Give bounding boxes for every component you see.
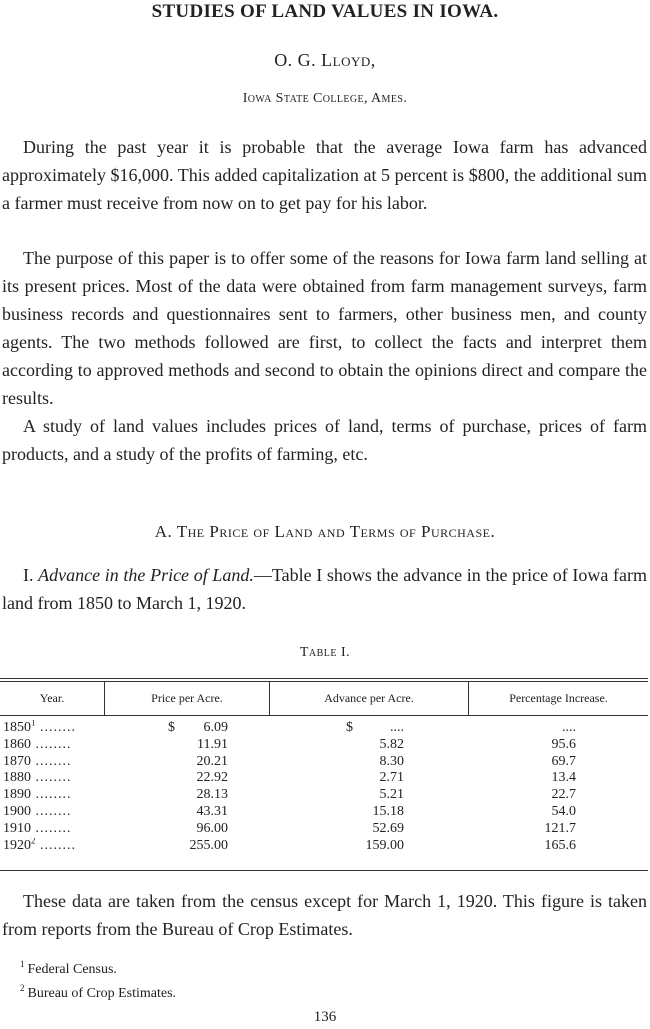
table-rule	[0, 681, 648, 682]
paragraph-sources	[2, 887, 647, 943]
cell-percentage: 22.7	[551, 787, 576, 803]
cell-percentage: 95.6	[551, 736, 576, 752]
page-number: 136	[313, 1009, 337, 1025]
cell-year: 1850$^1$ ........	[3, 720, 103, 736]
table-rule	[0, 870, 648, 871]
table-caption: Table I.	[299, 645, 351, 660]
table-row	[0, 754, 648, 770]
table-row	[0, 838, 648, 854]
footnote	[20, 958, 176, 982]
cell-year: 1890 ........	[3, 787, 72, 803]
column-header-advance: Advance per Acre.	[324, 691, 414, 705]
cell-year: 1860 ........	[3, 736, 72, 752]
paragraph-text: During the past year it is probable that the average Iowa farm has advanced approximately $16,000. This added capitalization at 5 percent is $800, the additional sum a farmer must receive from now on to get pay for his labor.	[2, 137, 647, 213]
year-value: 1870	[3, 753, 31, 769]
cell-price: 96.00	[196, 820, 228, 836]
author-affiliation: Iowa State College, Ames.	[242, 91, 408, 106]
paragraph-intro	[2, 133, 647, 217]
table-row	[0, 821, 648, 837]
year-value: 1850	[3, 720, 31, 735]
cell-percentage: ....	[562, 720, 576, 735]
year-value: 1860	[3, 736, 31, 752]
year-value: 1880	[3, 770, 31, 786]
cell-percentage: 121.7	[544, 820, 576, 836]
table-row	[0, 720, 648, 736]
cell-advance: 8.30	[379, 753, 404, 769]
footnote-mark: 2	[20, 983, 25, 994]
paragraph-purpose	[2, 244, 647, 468]
paragraph-text: A study of land values includes prices of land, terms of purchase, prices of farm products, and a study of the profits of farming, etc.	[2, 416, 647, 464]
cell-price: 6.09	[203, 720, 228, 735]
cell-year: 1880 ........	[3, 770, 72, 786]
cell-price: 28.13	[196, 787, 228, 803]
cell-year: 1870 ........	[3, 753, 72, 769]
cell-year: 1910 ........	[3, 820, 72, 836]
cell-advance: 5.21	[379, 787, 404, 803]
table-row	[0, 804, 648, 820]
cell-percentage: 69.7	[551, 753, 576, 769]
year-value: 1890	[3, 787, 31, 803]
cell-percentage: 165.6	[544, 837, 576, 853]
footnote-ref: 2	[31, 837, 36, 845]
cell-advance: 2.71	[379, 770, 404, 786]
cell-advance: 5.82	[379, 736, 404, 752]
cell-advance: 52.69	[372, 820, 404, 836]
footnotes	[20, 958, 176, 1006]
column-header-year: Year.	[39, 691, 65, 705]
cell-price: 43.31	[196, 804, 228, 819]
footnote-text: Federal Census.	[27, 962, 117, 977]
footnote-ref: 1	[31, 720, 36, 728]
paragraph-italic-heading: Advance in the Price of Land.	[38, 565, 254, 585]
paragraph-advance	[2, 561, 647, 617]
cell-advance: ....	[390, 720, 404, 735]
footnote-mark: 1	[20, 959, 25, 970]
column-header-percentage: Percentage Increase.	[509, 691, 608, 705]
cell-price: 20.21	[196, 753, 228, 769]
table-row	[0, 787, 648, 803]
cell-price: 11.91	[197, 736, 228, 752]
year-value: 1920	[3, 837, 31, 853]
author-name: O. G. Lloyd,	[274, 50, 376, 70]
cell-advance: 159.00	[365, 837, 404, 853]
table-rule	[0, 715, 648, 716]
footnote	[20, 982, 176, 1006]
cell-advance: 15.18	[372, 804, 404, 819]
cell-percentage: 13.4	[551, 770, 576, 786]
table-rule	[0, 678, 648, 679]
year-value: 1900	[3, 804, 31, 819]
paragraph-lead: I.	[23, 565, 39, 585]
cell-price: 22.92	[196, 770, 228, 786]
article-title: STUDIES OF LAND VALUES IN IOWA.	[151, 1, 499, 22]
table-row	[0, 770, 648, 786]
paragraph-text: —Table I shows the advance in the price of Iowa farm land from 1850 to March 1, 1920.	[2, 565, 647, 613]
cell-percentage: 54.0	[551, 804, 576, 819]
footnote-text: Bureau of Crop Estimates.	[27, 986, 177, 1001]
paragraph-text: The purpose of this paper is to offer some of the reasons for Iowa farm land selling at its present prices. Most of the data were obtained from farm management surveys, farm business records and questionnaires sent to farmers, other business men, and county agents. The two methods followed are first, to collect the facts and interpret them according to approved methods and second to obtain the opinions direct and compare the results.	[2, 248, 647, 408]
cell-year: 1900 ........	[3, 804, 72, 819]
cell-price: 255.00	[189, 837, 228, 853]
cell-year: 1920$^2$ ........	[3, 838, 103, 854]
column-header-price: Price per Acre.	[151, 691, 223, 705]
currency-symbol: $	[168, 720, 175, 735]
table-row	[0, 737, 648, 753]
currency-symbol: $	[346, 720, 353, 735]
section-heading: A. The Price of Land and Terms of Purchase.	[154, 522, 496, 541]
paragraph-text: These data are taken from the census except for March 1, 1920. This figure is taken from reports from the Bureau of Crop Estimates.	[2, 891, 647, 939]
year-value: 1910	[3, 820, 31, 836]
